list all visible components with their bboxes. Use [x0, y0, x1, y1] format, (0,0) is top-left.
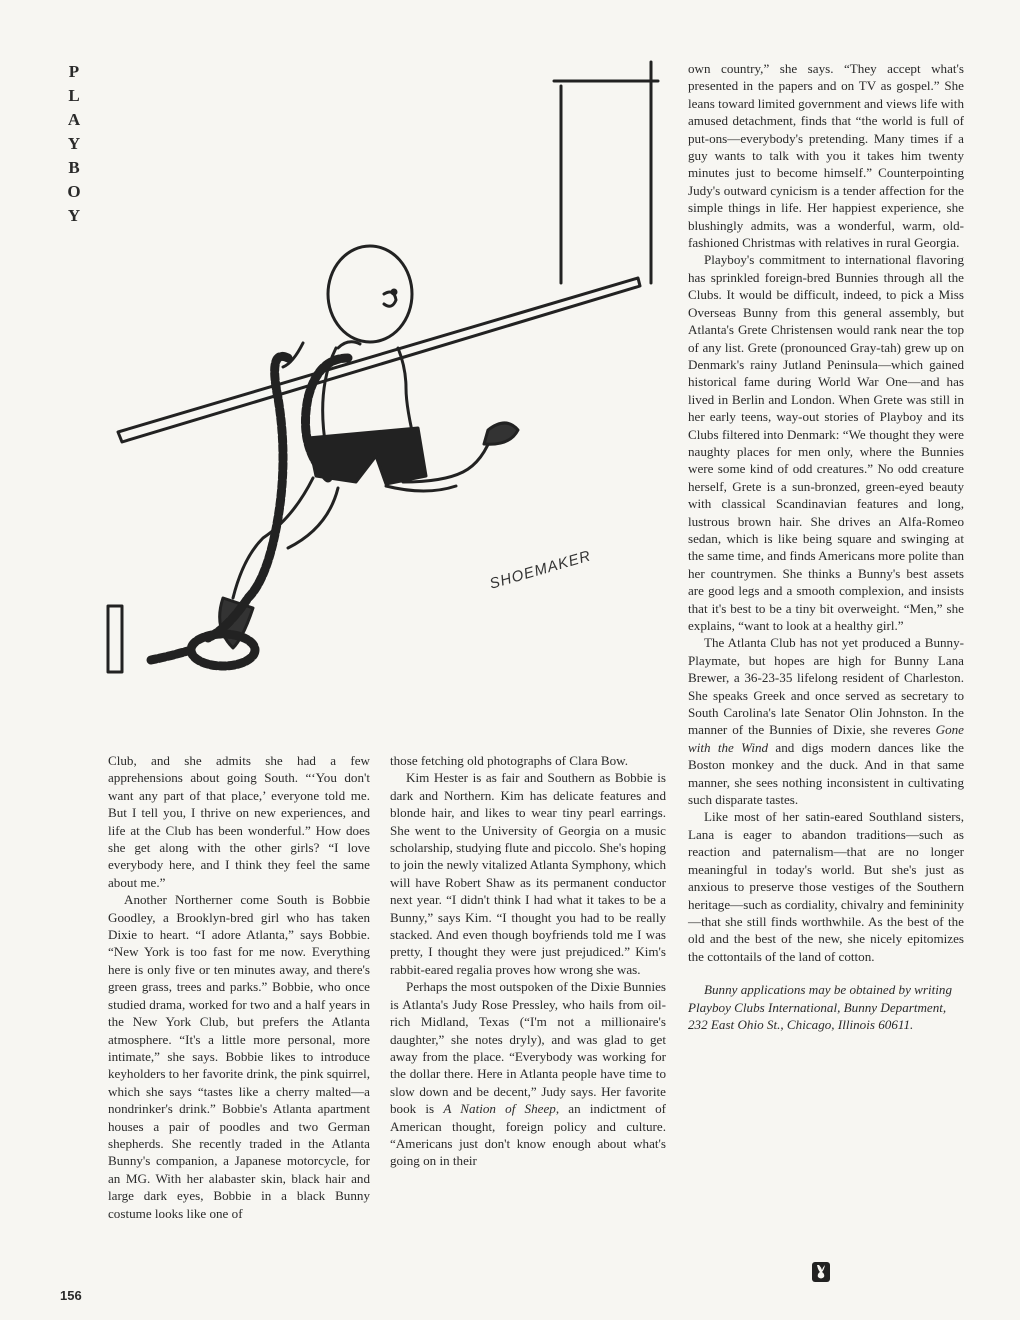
rabbit-head-icon	[812, 1262, 830, 1282]
paragraph: own country,” she says. “They accept what's presented in the papers and on TV as gospel.” She leans toward limited government and views life with amused detachment, finds that “the world is full of put-ons—everybody's pretending. Many times if a guy wants to talk with you it takes him twenty minutes just to become himself.” Counterpointing Judy's outward cynicism is a tender affection for the simple things in life. Her happiest experience, she blushingly admits, was a wonderful, warm, old-fashioned Christmas with relatives in rural Georgia.	[688, 61, 964, 251]
text-column-3	[688, 60, 964, 1033]
text-run: The Atlanta Club has not yet produced a Bunny-Playmate, but hopes are high for Bunny Lana Brewer, a 36-23-35 lifelong resident of Charleston. She speaks Greek and once served as secretary to South Carolina's late Senator Olin Johnston. In the manner of the Bunnies of Dixie, she reveres	[688, 635, 964, 738]
illustration-signature: SHOEMAKER	[487, 547, 594, 593]
paragraph: Another Northerner come South is Bobbie Goodley, a Brooklyn-bred girl who has taken Dixie to heart. “I adore Atlanta,” says Bobbie. “New York is too fast for me now. Everything here is only five or ten minutes away, and there's green grass, trees and parks.” Bobbie, who once studied drama, worked for two and a half years in the New York Club, but prefers the Atlanta atmosphere. “It's a little more personal, more intimate,” she says. Bobbie likes to introduce keyholders to her favorite drink, the pink squirrel, which she says “tastes like a cherry malted—a nondrinker's drink.” Bobbie's Atlanta apartment houses a pair of poodles and two German shepherds. She recently traded in the Atlanta Bunny's companion, a Japanese motorcycle, for an MG. With her alabaster skin, black hair and large dark eyes, Bobbie in a black Bunny costume looks like one of	[108, 892, 370, 1221]
applications-note: Bunny applications may be obtained by writing Playboy Clubs International, Bunny Department, 232 East Ohio St., Chicago, Illinois 60611.	[688, 982, 953, 1032]
page-number: 156	[60, 1288, 82, 1303]
text-run: Perhaps the most outspoken of the Dixie Bunnies is Atlanta's Judy Rose Pressley, who hails from oil-rich Midland, Texas (“I'm not a millionaire's daughter,” she notes dryly), and was glad to get away from the place. “Everybody was working for the dollar there. Here in Atlanta people have time to slow down and be decent,” Judy says. Her favorite book is	[390, 979, 666, 1117]
paragraph: Playboy's commitment to international flavoring has sprinkled foreign-bred Bunnies through all the Clubs. It would be difficult, indeed, to pick a Miss Overseas Bunny from this general assembly, but Atlanta's Grete Christensen would rank near the top of any list. Grete (pronounced Gray-tah) grew up on Denmark's rainy Jutland Peninsula—which gained historical fame during World War One—and has lived in Berlin and London. When Grete was still in her early teens, way-out stories of Playboy and its Clubs filtered into Denmark: “We thought they were naughty places for men only, where the Bunnies were some kind of odd creatures.” No odd creature herself, Grete is a sun-bronzed, green-eyed beauty with classical Scandinavian features and long, lustrous brown hair. She drives an Alfa-Romeo sedan, which is like being square and swinging at the same time, and finds Americans more polite than her countrymen. She thinks a Bunny's best assets are good legs and a smooth complexion, and insists that it's best to be a tiny bit overweight. “Men,” she explains, “want to look at a healthy girl.”	[688, 252, 964, 633]
text-run: and digs modern dances like the Boston monkey and the duck. And in that same manner, she sees nothing inconsistent in cultivating such disparate tastes.	[688, 739, 964, 808]
text-column-2	[390, 752, 666, 1170]
masthead: P L A Y B O Y	[67, 62, 81, 225]
book-title: A Nation of Sheep	[443, 1101, 556, 1117]
paragraph	[688, 634, 964, 808]
book-title: Gone with the Wind	[688, 722, 964, 755]
paragraph: Club, and she admits she had a few apprehensions about going South. “‘You don't want any part of that place,’ everyone told me. But I tell you, I thrive on new experiences, and life at the Club has been wonderful.” How does she get along with the other girls? “I love everybody here, and I think they feel the same about me.”	[108, 753, 370, 890]
paragraph	[390, 978, 666, 1169]
pole-vaulter-cartoon-icon	[98, 58, 680, 690]
paragraph: Like most of her satin-eared Southland sisters, Lana is eager to abandon traditions—such as reaction and paternalism—that are no longer meaningful in today's world. But she's just as anxious to preserve those vestiges of the Southern heritage—such as cordiality, chivalry and femininity—that she still finds worthwhile. As the best of the old and the best of the new, she nicely epitomizes the cottontails of the land of cotton.	[688, 809, 964, 964]
text-run: , an indictment of American thought, foreign policy and culture. “Americans just don't know enough about what's going on in their	[390, 1101, 666, 1169]
paragraph: those fetching old photographs of Clara Bow.	[390, 753, 629, 768]
text-column-1	[108, 752, 370, 1222]
paragraph: Kim Hester is as fair and Southern as Bobbie is dark and Northern. Kim has delicate features and blonde hair, and likes to wear tiny pearl earrings. She went to the University of Georgia on a music scholarship, studying flute and piccolo. She's hoping to join the newly vitalized Atlanta Symphony, which will have Robert Shaw as its permanent conductor next year. “I didn't think I had what it takes to be a Bunny,” says Kim. “I thought you had to be really stacked. And even though boyfriends told me I was pretty, I thought they were just prejudiced.” Kim's rabbit-eared regalia proves how wrong she was.	[390, 770, 666, 977]
